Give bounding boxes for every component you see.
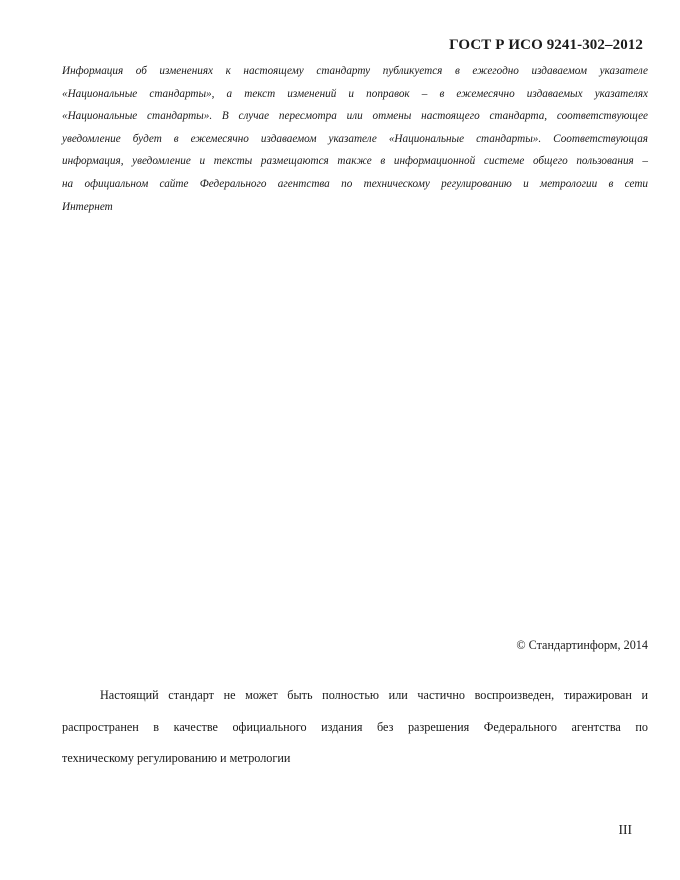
page-number: III (618, 822, 632, 837)
notice-line: Информация об изменениях к настоящему стандарту публикуется в ежегодно издаваемом указателе (62, 65, 648, 77)
rights-line: техническому регулированию и метрологии (62, 751, 291, 765)
notice-line: Интернет (62, 200, 113, 213)
notice-line: уведомление будет в ежемесячно издаваемом указателе «Национальные стандарты». Соответствующая (62, 132, 648, 145)
notice-line: «Национальные стандарты», а текст изменений и поправок – в ежемесячно издаваемых указателях (62, 87, 648, 100)
amendments-notice (62, 60, 648, 218)
reproduction-rights-paragraph (62, 680, 648, 775)
rights-line: Настоящий стандарт не может быть полностью или частично воспроизведен, тиражирован и (100, 688, 648, 702)
notice-line: информация, уведомление и тексты размещаются также в информационной системе общего пользования – (62, 155, 648, 168)
rights-line: распространен в качестве официального издания без разрешения Федерального агентства по (62, 719, 648, 734)
notice-line: «Национальные стандарты». В случае пересмотра или отмены настоящего стандарта, соответствующее (62, 110, 648, 123)
copyright-notice: © Стандартинформ, 2014 (516, 638, 648, 652)
notice-line: на официальном сайте Федерального агентства по техническому регулированию и метрологии в сети (62, 177, 648, 190)
document-code-header: ГОСТ Р ИСО 9241-302–2012 (449, 37, 643, 53)
